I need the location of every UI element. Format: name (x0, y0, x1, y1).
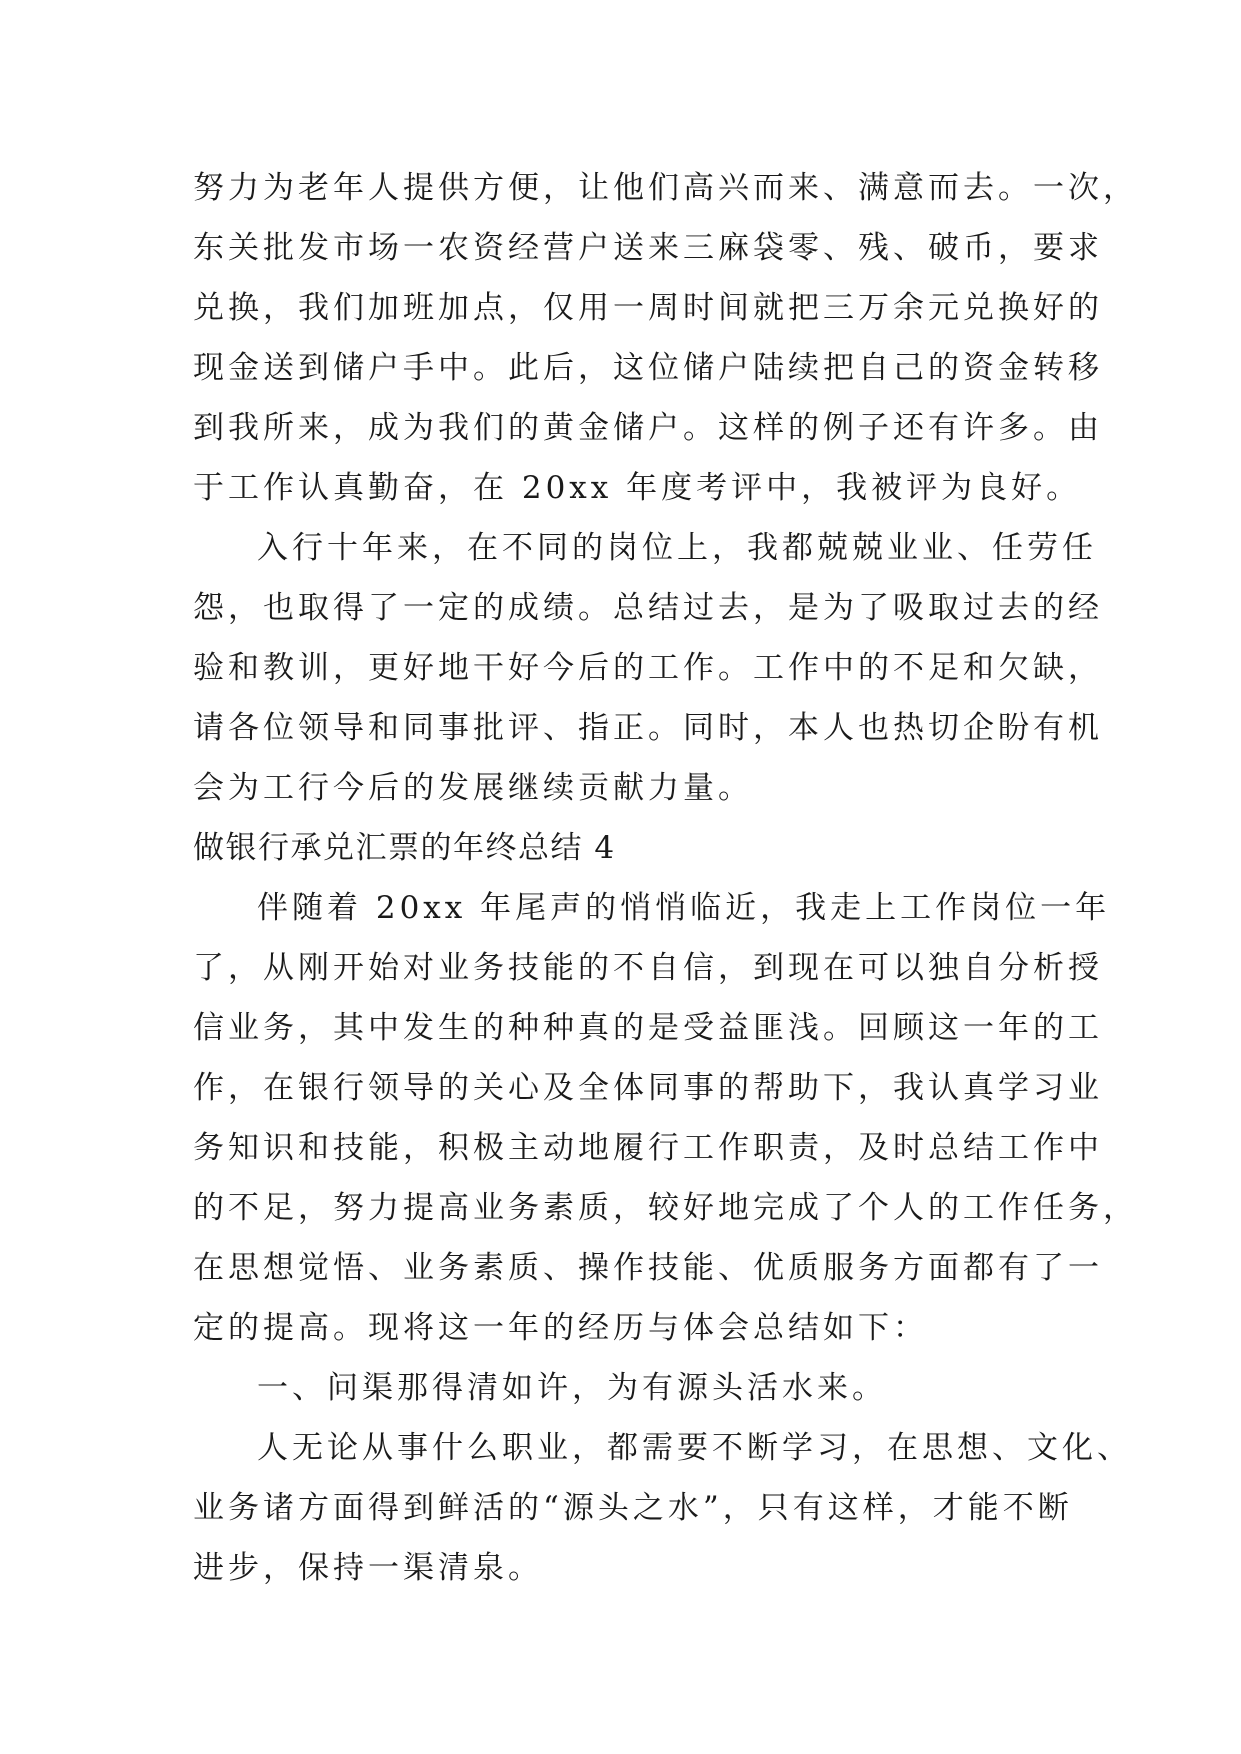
paragraph-line: 在思想觉悟、业务素质、操作技能、优质服务方面都有了一 (193, 1250, 1103, 1286)
paragraph (193, 878, 1138, 1358)
paragraph-line: 进步，保持一渠清泉。 (193, 1550, 543, 1586)
paragraph-line: 信业务，其中发生的种种真的是受益匪浅。回顾这一年的工 (193, 1010, 1103, 1046)
paragraph-line: 伴随着 20xx 年尾声的悄悄临近，我走上工作岗位一年 (257, 890, 1111, 926)
paragraph (193, 1358, 1053, 1418)
paragraph-line: 业务诸方面得到鲜活的“源头之水”，只有这样，才能不断 (193, 1490, 1073, 1526)
paragraph-line: 了，从刚开始对业务技能的不自信，到现在可以独自分析授 (193, 950, 1103, 986)
section-heading (193, 818, 1053, 878)
paragraph-line: 努力为老年人提供方便，让他们高兴而来、满意而去。一次， (193, 170, 1138, 206)
paragraph-line: 兑换，我们加班加点，仅用一周时间就把三万余元兑换好的 (193, 290, 1103, 326)
paragraph-line: 于工作认真勤奋，在 20xx 年度考评中，我被评为良好。 (193, 470, 1082, 506)
paragraph-line: 入行十年来，在不同的岗位上，我都兢兢业业、任劳任 (257, 530, 1097, 566)
paragraph (193, 158, 1138, 518)
paragraph (193, 1418, 1132, 1598)
paragraph-line: 的不足，努力提高业务素质，较好地完成了个人的工作任务， (193, 1190, 1138, 1226)
paragraph-line: 人无论从事什么职业，都需要不断学习，在思想、文化、 (257, 1430, 1132, 1466)
paragraph-line: 请各位领导和同事批评、指正。同时，本人也热切企盼有机 (193, 710, 1103, 746)
paragraph-line: 作，在银行领导的关心及全体同事的帮助下，我认真学习业 (193, 1070, 1103, 1106)
paragraph-line: 定的提高。现将这一年的经历与体会总结如下： (193, 1310, 928, 1346)
paragraph (193, 518, 1103, 818)
paragraph-line: 一、问渠那得清如许，为有源头活水来。 (257, 1370, 887, 1406)
paragraph-line: 务知识和技能，积极主动地履行工作职责，及时总结工作中 (193, 1130, 1103, 1166)
paragraph-line: 验和教训，更好地干好今后的工作。工作中的不足和欠缺， (193, 650, 1103, 686)
paragraph-line: 到我所来，成为我们的黄金储户。这样的例子还有许多。由 (193, 410, 1103, 446)
heading-text: 做银行承兑汇票的年终总结 4 (193, 830, 616, 866)
paragraph-line: 会为工行今后的发展继续贡献力量。 (193, 770, 753, 806)
paragraph-line: 现金送到储户手中。此后，这位储户陆续把自己的资金转移 (193, 350, 1103, 386)
paragraph-line: 东关批发市场一农资经营户送来三麻袋零、残、破币，要求 (193, 230, 1103, 266)
document-body (193, 158, 1138, 1598)
paragraph-line: 怨，也取得了一定的成绩。总结过去，是为了吸取过去的经 (193, 590, 1103, 626)
